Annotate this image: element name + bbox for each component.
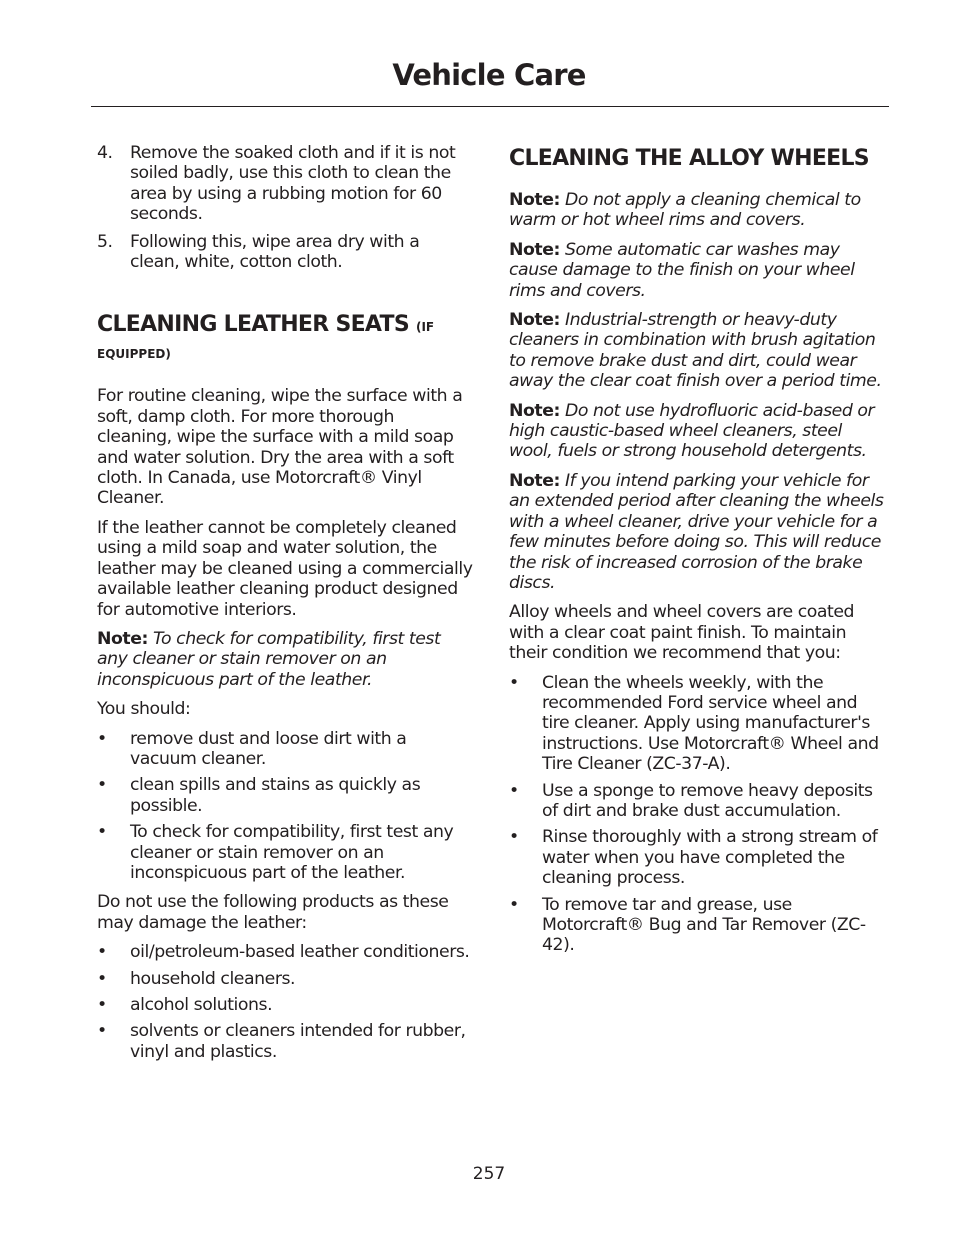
note-text: Do not apply a cleaning chemical to warm or hot wheel rims and covers.: [509, 190, 861, 231]
note-label: Note:: [509, 310, 560, 331]
list-item-text: household cleaners.: [130, 968, 296, 989]
bullet-icon: •: [97, 775, 107, 796]
bullet-icon: •: [97, 942, 107, 963]
list-item-text: To check for compatibility, first test any cleaner or stain remover on an inconspicuous part of the leather.: [130, 822, 454, 883]
alloy-care-list: [509, 673, 885, 956]
list-item: [97, 232, 473, 273]
list-item: [97, 942, 473, 962]
list-item-text: solvents or cleaners intended for rubber, vinyl and plastics.: [130, 1021, 466, 1062]
list-item-text: alcohol solutions.: [130, 995, 273, 1015]
section-heading-text: CLEANING LEATHER SEATS: [97, 312, 410, 338]
list-item-text: Clean the wheels weekly, with the recommended Ford service wheel and tire cleaner. Apply using manufacturer's instructions. Use Motorcraft® Wheel and Tire Cleaner (ZC-37-A).: [542, 672, 879, 775]
bullet-icon: •: [97, 822, 107, 843]
paragraph: If the leather cannot be completely cleaned using a mild soap and water solution, the leather may be cleaned using a commercially available leather cleaning product designed for automotive interiors.: [97, 517, 473, 620]
note: [509, 190, 885, 231]
note-text: Industrial-strength or heavy-duty cleaners in combination with brush agitation to remove brake dust and dirt, could wear away the clear coat finish over a period time.: [509, 310, 882, 392]
bullet-icon: •: [509, 827, 519, 848]
bullet-icon: •: [509, 894, 519, 915]
list-item: [97, 143, 473, 225]
list-item: [509, 895, 885, 956]
list-item: [97, 729, 473, 770]
list-item-text: oil/petroleum-based leather conditioners.: [130, 942, 470, 963]
cleaning-steps-list: [97, 143, 473, 272]
title-divider: [91, 106, 889, 107]
bullet-icon: •: [97, 995, 107, 1015]
page-title: Vehicle Care: [392, 58, 586, 92]
section-heading-suffix: EQUIPPED): [97, 347, 171, 362]
list-item: [97, 775, 473, 816]
list-item-text: Use a sponge to remove heavy deposits of dirt and brake dust accumulation.: [542, 780, 873, 821]
note-label: Note:: [509, 239, 560, 260]
bullet-icon: •: [97, 728, 107, 749]
page-number: 257: [472, 1164, 506, 1184]
list-item: [509, 827, 885, 888]
paragraph: You should:: [97, 699, 191, 720]
list-item-text: To remove tar and grease, use Motorcraft® Bug and Tar Remover (ZC-42).: [542, 894, 866, 956]
paragraph: Alloy wheels and wheel covers are coated with a clear coat paint finish. To maintain their condition we recommend that you:: [509, 602, 855, 664]
note: [509, 471, 885, 593]
note-text: If you intend parking your vehicle for an extended period after cleaning the wheels with a wheel cleaner, drive your vehicle for a few minutes before doing so. This will reduce the risk of increased corrosion of the brake discs.: [509, 470, 884, 593]
list-item-text: remove dust and loose dirt with a vacuum cleaner.: [130, 728, 407, 769]
paragraph: Do not use the following products as these may damage the leather:: [97, 892, 449, 933]
note-label: Note:: [509, 400, 560, 421]
step-number: 5.: [97, 231, 113, 252]
note-text: Do not use hydrofluoric acid-based or high caustic-based wheel cleaners, steel wool, fuels or strong household detergents.: [509, 400, 875, 462]
bullet-icon: •: [97, 1021, 107, 1042]
note-label: Note:: [509, 470, 560, 491]
list-item: [97, 969, 473, 989]
list-item: [97, 822, 473, 883]
step-text: Remove the soaked cloth and if it is not soiled badly, use this cloth to clean the area by using a rubbing motion for 60 seconds.: [130, 143, 456, 225]
right-column: [509, 143, 885, 965]
step-text: Following this, wipe area dry with a clean, white, cotton cloth.: [130, 231, 420, 273]
section-heading-suffix: (IF: [415, 320, 435, 335]
should-list: [97, 729, 473, 884]
list-item-text: Rinse thoroughly with a strong stream of water when you have completed the cleaning process.: [542, 827, 878, 889]
note-label: Note:: [97, 628, 148, 649]
note-label: Note:: [509, 190, 560, 210]
list-item: [97, 995, 473, 1015]
list-item: [509, 781, 885, 822]
note-text: Some automatic car washes may cause damage to the finish on your wheel rims and covers.: [509, 239, 855, 301]
note: [509, 401, 885, 462]
left-column: [97, 143, 473, 1071]
note: [97, 629, 473, 690]
bullet-icon: •: [509, 780, 519, 801]
avoid-list: [97, 942, 473, 1062]
paragraph: For routine cleaning, wipe the surface with a soft, damp cloth. For more thorough cleaning, wipe the surface with a mild soap and water solution. Dry the area with a soft cloth. In Canada, use Motorcraft® Vinyl Cleaner.: [97, 386, 463, 509]
bullet-icon: •: [509, 672, 519, 693]
list-item: [509, 673, 885, 775]
section-heading-leather-seats: [97, 308, 473, 364]
list-item-text: clean spills and stains as quickly as possible.: [130, 775, 421, 816]
section-heading-alloy-wheels: CLEANING THE ALLOY WHEELS: [509, 146, 869, 171]
note: [509, 310, 885, 392]
step-number: 4.: [97, 143, 113, 163]
note: [509, 240, 885, 301]
list-item: [97, 1021, 473, 1062]
bullet-icon: •: [97, 968, 107, 989]
note-text: To check for compatibility, first test any cleaner or stain remover on an inconspicuous part of the leather.: [97, 628, 441, 690]
